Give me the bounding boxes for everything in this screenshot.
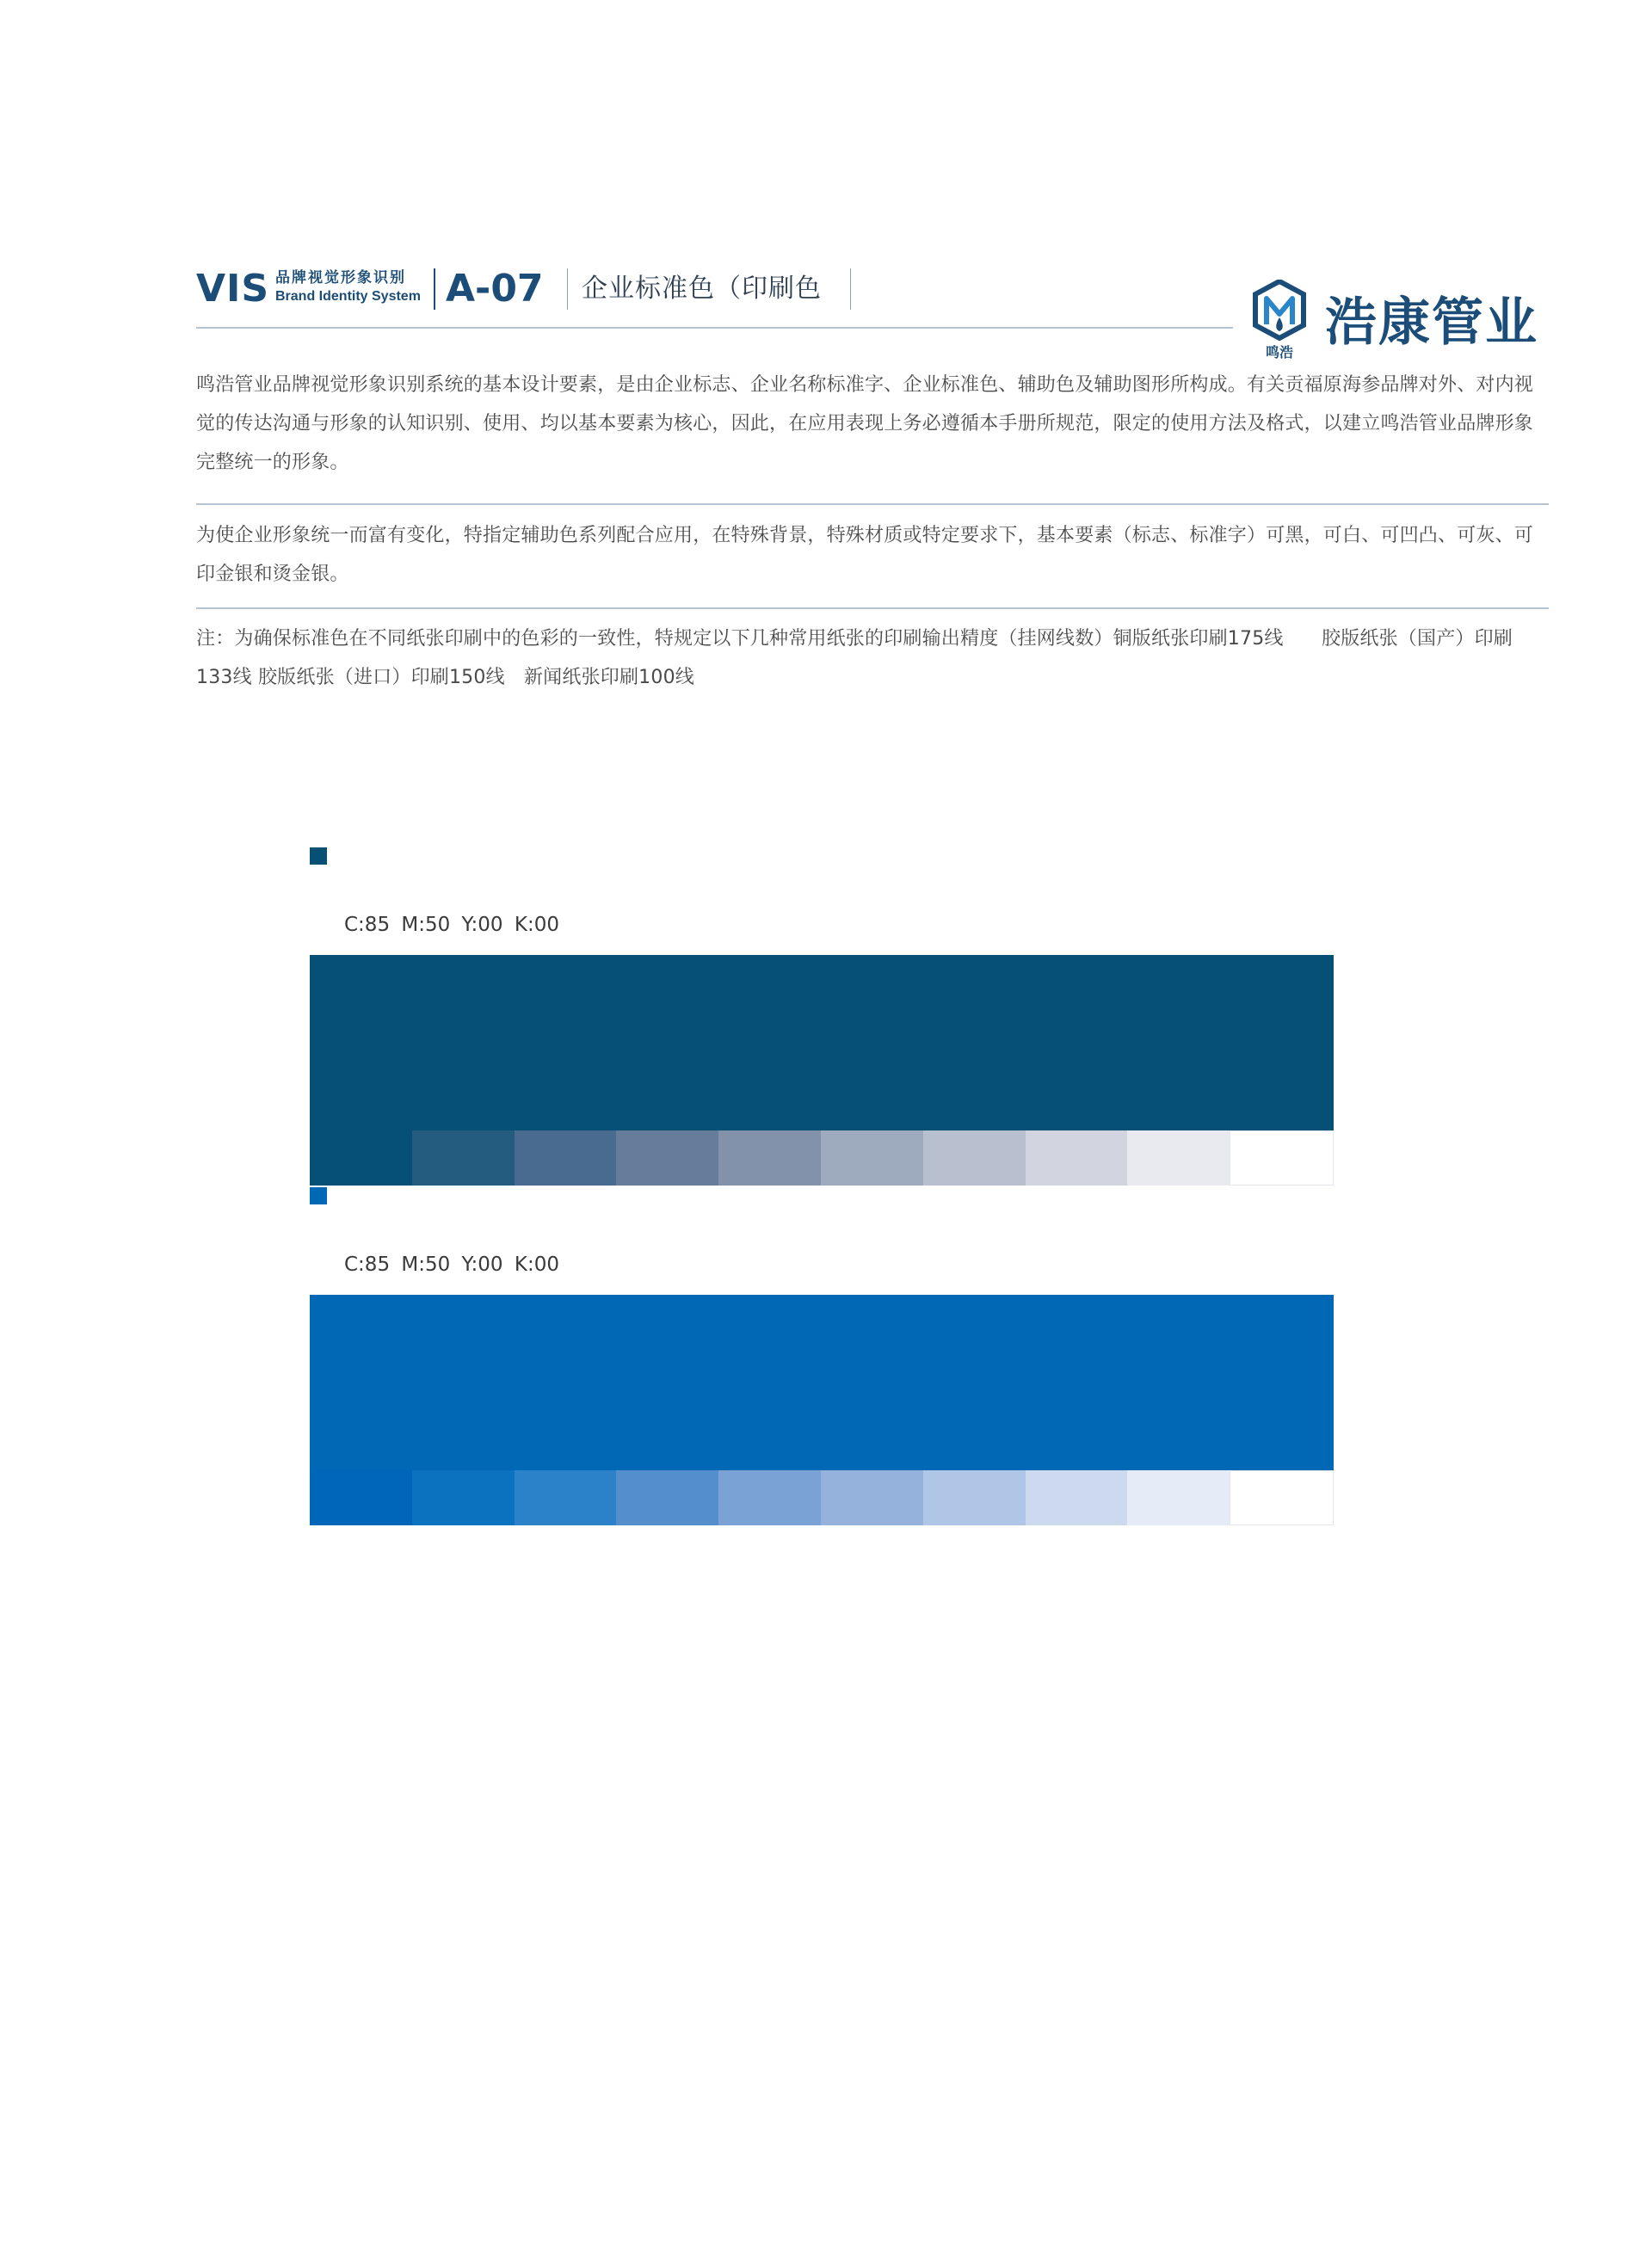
header-divider — [567, 268, 568, 310]
cmyk-value: C:85 M:50 Y:00 K:00 — [344, 1253, 559, 1276]
tint-swatch — [1230, 1130, 1334, 1186]
tint-swatch — [1230, 1470, 1334, 1525]
tint-swatch — [923, 1130, 1026, 1186]
tint-swatch — [821, 1470, 923, 1525]
tint-swatch — [412, 1470, 515, 1525]
page-title: 企业标准色（印刷色 — [582, 274, 822, 304]
tint-swatch — [515, 1130, 617, 1186]
brand-emblem-icon — [1249, 280, 1310, 366]
brand-name: 浩康管业 — [1325, 293, 1538, 353]
tint-swatch — [616, 1470, 718, 1525]
tint-swatch — [1026, 1470, 1128, 1525]
section-rule — [196, 503, 1549, 505]
brand-logo — [1249, 280, 1559, 374]
main-color-bar — [310, 955, 1334, 1130]
intro-paragraph: 鸣浩管业品牌视觉形象识别系统的基本设计要素，是由企业标志、企业名称标准字、企业标准色、辅助色及辅助图形所构成。有关贡福原海参品牌对外、对内视觉的传达沟通与形象的认知识别、使用、均以基本要素为核心，因此，在应用表现上务必遵循本手册所规范，限定的使用方法及格式，以建立鸣浩管业品牌形象完整统一的形象。 — [196, 374, 1534, 473]
section-code: A-07 — [446, 267, 544, 311]
print-note-paragraph: 注：为确保标准色在不同纸张印刷中的色彩的一致性，特规定以下几种常用纸张的印刷输出精度（挂网线数）铜版纸张印刷175线 胶版纸张（国产）印刷133线 胶版纸张（进口）印刷150线 新闻纸张印刷100线 — [196, 628, 1513, 688]
tint-swatch — [821, 1130, 923, 1186]
tint-swatch — [515, 1470, 617, 1525]
tint-swatch — [616, 1130, 718, 1186]
tint-strip — [310, 1470, 1334, 1525]
auxiliary-color-paragraph: 为使企业形象统一而富有变化，特指定辅助色系列配合应用，在特殊背景，特殊材质或特定要求下，基本要素（标志、标准字）可黑，可白、可凹凸、可灰、可印金银和烫金银。 — [196, 525, 1534, 585]
swatch-bullet — [310, 1187, 327, 1204]
tint-swatch — [718, 1470, 821, 1525]
vis-subtitle — [275, 268, 421, 306]
cmyk-value: C:85 M:50 Y:00 K:00 — [344, 914, 559, 936]
tint-swatch — [718, 1130, 821, 1186]
header-divider — [434, 268, 435, 310]
tint-swatch — [412, 1130, 515, 1186]
header-divider — [850, 268, 851, 310]
header-rule — [196, 327, 1233, 329]
brand-emblem-text: 鸣浩 — [1265, 344, 1294, 360]
swatch-bullet — [310, 847, 327, 865]
vis-subtitle-cn: 品牌视觉形象识别 — [275, 269, 406, 286]
tint-swatch — [1026, 1130, 1128, 1186]
tint-swatch — [1127, 1130, 1230, 1186]
vis-subtitle-en: Brand Identity System — [275, 289, 421, 304]
main-color-bar — [310, 1295, 1334, 1470]
tint-swatch — [310, 1470, 412, 1525]
tint-strip — [310, 1130, 1334, 1186]
vis-mark: VIS — [196, 267, 270, 311]
tint-swatch — [310, 1130, 412, 1186]
section-rule — [196, 607, 1549, 609]
tint-swatch — [1127, 1470, 1230, 1525]
tint-swatch — [923, 1470, 1026, 1525]
